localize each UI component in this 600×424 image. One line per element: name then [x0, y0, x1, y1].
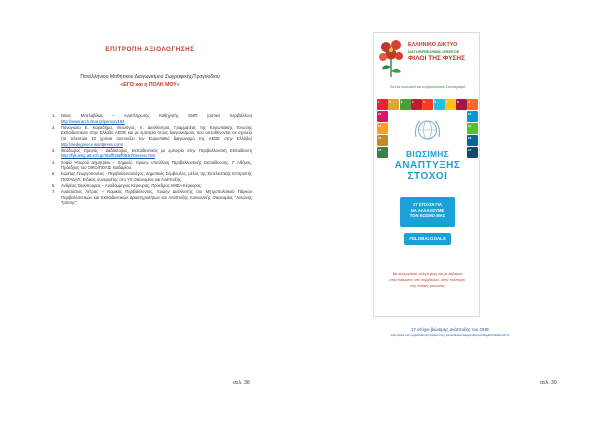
badge-line2: ΝΑ ΑΛΛΑΞΟΥΜΕ — [410, 207, 445, 213]
committee-member — [52, 189, 252, 206]
member-description — [61, 183, 252, 189]
poster-footer-line3: στις τοπικές κοινωνίες — [410, 284, 445, 288]
sdg-goal-number: 11 — [378, 123, 382, 128]
committee-member — [52, 183, 252, 189]
page-number: σελ. 39 — [540, 380, 557, 386]
member-number: 7. — [52, 189, 56, 195]
page-number: σελ. 38 — [233, 380, 250, 386]
sdg-goal-number: 6 — [434, 99, 437, 104]
contest-theme: «ΕΓΩ και η ΠΟΛΗ ΜΟΥ» — [120, 82, 180, 88]
seventeen-goals-badge — [400, 197, 455, 227]
sdg-goal-number: 1 — [378, 99, 380, 104]
sdg-goal-tile — [434, 99, 445, 110]
flower-logo-icon — [378, 39, 406, 79]
sdg-goal-number: 15 — [468, 123, 472, 128]
committee-member — [52, 113, 252, 124]
sdg-goal-number: 2 — [389, 99, 391, 104]
sdg-goal-tile — [377, 135, 388, 146]
sdg-goal-number: 13 — [378, 147, 382, 152]
poster-header — [374, 33, 480, 99]
member-description — [61, 125, 252, 147]
member-text: Σοφία Ψαυρού Δημητρίου – Χημικός, πρώην υπεύθυνη Περιβαλλοντικής Εκπαίδευσης, Γ' Αθήνας, Πρόεδρος του ΟΙΚΟ/ΠΟΛΙΣ Χαϊδαρίου. — [61, 159, 252, 171]
org-name-line2: NATURFREUNDE-GREECE — [408, 49, 460, 54]
sdg-poster — [373, 32, 480, 317]
sdg-goal-number: 5 — [423, 99, 425, 104]
sdg-goal-tile — [467, 111, 478, 122]
member-description — [61, 148, 252, 159]
member-number: 3. — [52, 147, 56, 153]
org-name-line1: ΕΛΛΗΝΙΚΟ ΔΙΚΤΥΟ — [408, 42, 458, 48]
un-emblem-icon — [411, 117, 444, 145]
sdg-goal-tile — [456, 99, 467, 110]
sdg-goal-tile — [388, 99, 399, 110]
sdg-goal-number: 17 — [468, 147, 472, 152]
sdg-goal-tile — [377, 111, 388, 122]
member-number: 2. — [52, 124, 56, 130]
member-link[interactable]: http://www.arch.ntua.gr/person/184 — [61, 118, 125, 124]
badge-line1: 17 ΣΤΟΧΟΙ ΓΙΑ — [412, 202, 443, 207]
sdg-goal-tile — [400, 99, 411, 110]
sdg-goal-tile — [377, 99, 388, 110]
sdg-goal-number: 8 — [457, 99, 459, 104]
global-goals-hashtag: #GLOBALGOALS — [404, 233, 451, 245]
member-text: Κώστας Γεωργόπουλος - Περιβαλλοντολόγος, Δημοτικός Σύμβουλος, μέλος της Εκτελεστικής Επιτροπής ΠΟΣΥΔΑΠ, Ειδικός συνεργάτης στο Υπ.Οικονομίας και Ανάπτυξης. — [61, 171, 252, 182]
badge-line3: ΤΟΝ ΚΟΣΜΟ ΜΑΣ — [409, 213, 446, 218]
member-number: 6. — [52, 183, 56, 189]
sdg-goal-number: 10 — [378, 111, 382, 116]
contest-name: Πανελλήνιου Μαθητικού Διαγωνισμού Ζωγραφικής/Τραγουδιού — [80, 74, 220, 80]
sdg-goal-tile — [377, 123, 388, 134]
committee-title: ΕΠΙΤΡΟΠΗ ΑΞΙΟΛΟΓΗΣΗΣ — [105, 46, 195, 53]
sdg-headline-line1: ΒΙΩΣΙΜΗΣ — [406, 149, 449, 159]
member-text: Παναγιώτα Ε. Καραδήμα, Θεολόγος, π. Διευθύντρια, Γραμματέας της Ευρωπαϊκής Ένωσης Εκπαιδευτικών στην Ελλάδα ΑΕDE και με εμπειρία στους διαγωνισμούς που απευθύνονται σε σχολεία (τα τελευταία 10 χρόνια συντονίζει τον Ευρωπαϊκό διαγωνισμό της AEDE στην Ελλάδα) — [61, 124, 252, 141]
org-name-line3: ΦΙΛΟΙ ΤΗΣ ΦΥΣΗΣ — [408, 55, 466, 62]
sdg-goal-tile — [422, 99, 433, 110]
member-description — [61, 189, 252, 206]
sdg-goal-number: 14 — [468, 111, 472, 116]
sdg-goal-number: 16 — [468, 135, 472, 140]
sdg-goal-number: 9 — [468, 99, 471, 104]
poster-footer-line2: στον άνθρωπο, στο περιβάλλον, στον πολιτισμό, — [389, 278, 466, 282]
sdg-goal-tile — [411, 99, 422, 110]
member-text: Θεόδωρος Ορεινός - Διϊδάκτορας, Εκπαιδευτικός με εμπειρία στην Περιβαλλοντική Εκπαίδευση — [61, 147, 252, 153]
member-description — [61, 160, 252, 171]
sdg-headline — [374, 149, 480, 182]
committee-member — [52, 160, 252, 171]
sdg-goal-tile — [445, 99, 456, 110]
member-text: Ανδρέας Σκούπουρας – Αναδόμμηρος Κέρκυρας, Πρόεδρος ΑΜΕΑ Κέρκυρας. — [61, 183, 203, 189]
member-description — [61, 171, 252, 182]
committee-members-list — [52, 113, 252, 207]
member-link[interactable]: http://fykoeng.att.sch.gr/Staff/Staff0930/Oreinos.htm — [61, 153, 156, 159]
member-description — [61, 113, 252, 124]
member-link[interactable]: http://aedegreece.wordpress.com/ — [61, 141, 123, 147]
sdg-goal-tile — [467, 123, 478, 134]
right-page — [300, 0, 600, 424]
sdg-goal-number: 12 — [378, 135, 382, 140]
sdg-goal-number: 7 — [445, 99, 448, 104]
member-text: Νίκος Μπελαβίλας – Αναπληρωτής Καθηγητής ΕΜΠ (αστικό περιβάλλον) — [61, 113, 252, 118]
sdg-goal-number: 4 — [411, 99, 414, 104]
committee-member — [52, 125, 252, 147]
poster-source-link[interactable]: https://www.unric.org/el/index.php?option=com_content&view=category&layout=blog&id=43&Itemid=71 — [390, 334, 510, 337]
sdg-goal-number: 3 — [400, 99, 403, 104]
org-subtitle: Για ένα κοινωνικό και περιβαλλοντικό Συνεταιρισμό — [389, 85, 466, 89]
committee-member — [52, 148, 252, 159]
committee-member — [52, 171, 252, 182]
poster-caption: 17 στόχοι βιώσιμης ανάπτυξης του ΟΗΕ — [410, 327, 490, 332]
member-number: 4. — [52, 159, 56, 165]
sdg-headline-line2: ΑΝΑΠΤΥΞΗΣ ΣΤΟΧΟΙ — [394, 160, 461, 182]
poster-footer-text — [374, 271, 480, 289]
member-number: 1. — [52, 113, 56, 118]
sdg-goal-tile — [467, 99, 478, 110]
member-text: Αναστάσιος Λέτρας – Νομικός Περιβάλλοντος, πρώην Διευθυντής του Μητροπολιτικού Πάρκου Περιβαλλοντικών και Εκπαιδευτικών Δραστηριοτήτων και Ανάπτυξης Κοινωνικής Οικονομίας "Αντώνης Τρίτσης". — [61, 189, 252, 206]
member-number: 5. — [52, 171, 56, 177]
sdg-goal-tile — [467, 135, 478, 146]
poster-footer-line1: Με συνεργασία, αλληλεγγύη και με σεβασμό — [392, 272, 463, 276]
